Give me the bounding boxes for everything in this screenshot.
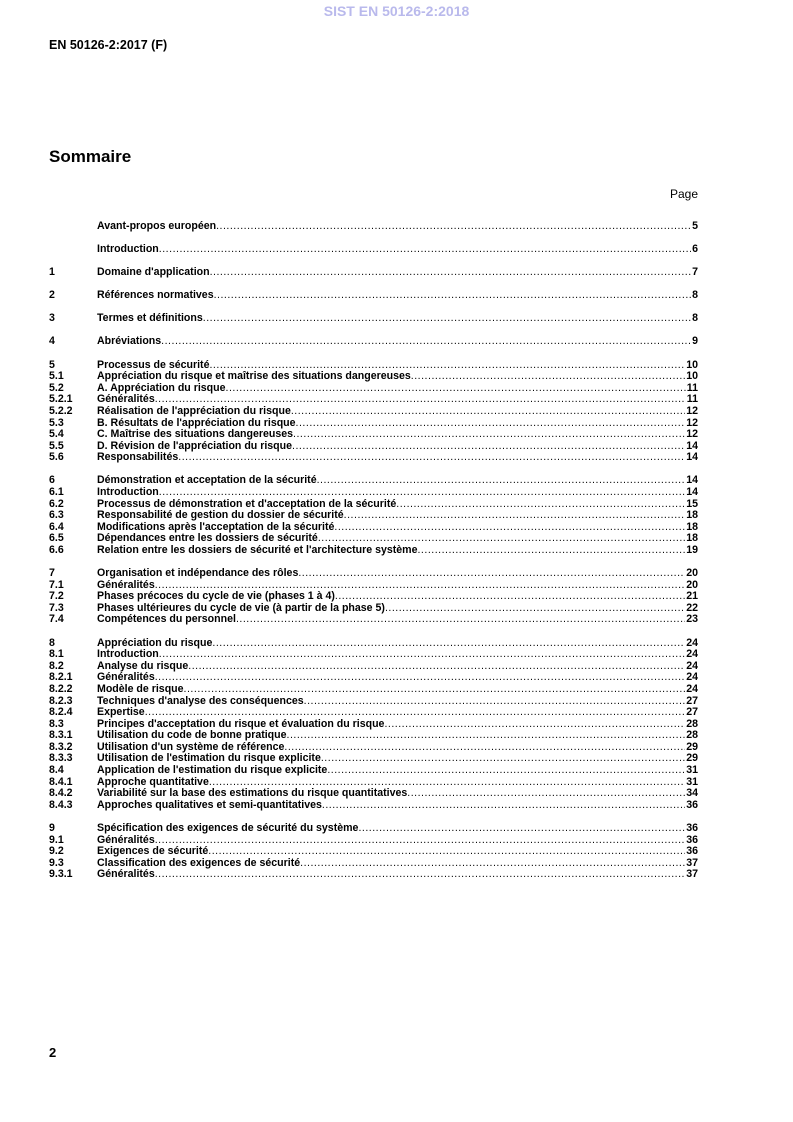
toc-entry[interactable]: [49, 487, 698, 499]
toc-entry-page: 8: [692, 289, 698, 302]
toc-entry-number: 7.3: [49, 601, 64, 614]
toc-entry-label: Spécification des exigences de sécurité du système: [97, 821, 359, 834]
toc-entry-label: Approches qualitatives et semi-quantitatives: [97, 798, 322, 811]
toc-entry-number: 8.2.1: [49, 671, 73, 684]
toc-entry-label: Généralités: [97, 833, 155, 846]
toc-entry-page: 27: [686, 694, 698, 707]
dot-leader: [300, 858, 685, 870]
toc-entry-page: 5: [692, 220, 698, 232]
toc-entry-number: 7.1: [49, 578, 64, 591]
toc-entry[interactable]: [49, 800, 698, 812]
toc-group: [49, 221, 698, 233]
toc-entry-number: 8.3.1: [49, 729, 73, 742]
toc-entry-number: 8.2.3: [49, 694, 73, 707]
dot-leader: [292, 441, 685, 453]
toc-entry-number: 8: [49, 636, 55, 649]
toc-entry-label: Variabilité sur la base des estimations du risque quantitatives: [97, 787, 408, 800]
toc-entry-number: 1: [49, 266, 55, 279]
dot-leader: [188, 661, 685, 673]
toc-entry-label: Introduction: [97, 243, 159, 256]
toc-entry-page: 36: [686, 821, 698, 834]
toc-entry-page: 27: [686, 706, 698, 719]
toc-group: [49, 638, 698, 812]
toc-entry-number: 7.4: [49, 613, 64, 626]
toc-entry-page: 28: [686, 729, 698, 742]
toc-entry-number: 6.3: [49, 509, 64, 522]
toc-group: [49, 244, 698, 256]
toc-entry[interactable]: [49, 545, 698, 557]
toc-entry-label: Responsabilité de gestion du dossier de sécurité: [97, 509, 344, 522]
toc-entry-page: 18: [686, 520, 698, 533]
toc-entry-page: 28: [686, 717, 698, 730]
toc-entry-label: Approche quantitative: [97, 775, 209, 788]
toc-entry-label: B. Résultats de l'appréciation du risque: [97, 416, 296, 429]
toc-entry[interactable]: [49, 336, 698, 348]
toc-entry-number: 5.5: [49, 439, 64, 452]
toc-entry-number: 8.4.1: [49, 775, 73, 788]
page-column-header: Page: [669, 187, 698, 201]
toc-entry[interactable]: [49, 244, 698, 256]
toc-entry-page: 29: [686, 752, 698, 765]
toc-entry-page: 12: [686, 404, 698, 417]
toc-entry[interactable]: [49, 406, 698, 418]
toc-entry-page: 10: [686, 370, 698, 383]
toc-entry-page: 29: [686, 740, 698, 753]
toc-entry-page: 14: [686, 439, 698, 452]
toc-entry-number: 6.1: [49, 486, 64, 498]
toc-entry[interactable]: [49, 696, 698, 708]
toc-entry-page: 31: [686, 775, 698, 788]
dot-leader: [296, 418, 686, 430]
toc-entry-number: 5.2: [49, 381, 64, 394]
toc-entry-label: Démonstration et acceptation de la sécurité: [97, 474, 317, 487]
dot-leader: [155, 672, 685, 684]
toc-entry-page: 24: [686, 671, 698, 684]
dot-leader: [287, 730, 686, 742]
dot-leader: [291, 406, 685, 418]
dot-leader: [417, 545, 685, 557]
toc-entry-label: Principes d'acceptation du risque et évaluation du risque: [97, 717, 385, 730]
dot-leader: [226, 383, 686, 395]
toc-entry-label: Responsabilités: [97, 451, 179, 464]
dot-leader: [236, 614, 685, 626]
toc-entry-page: 12: [686, 416, 698, 429]
toc-entry-number: 2: [49, 289, 55, 302]
toc-entry-page: 24: [686, 659, 698, 672]
toc-entry-page: 6: [692, 243, 698, 256]
toc-entry-number: 7.2: [49, 590, 64, 603]
toc-entry-page: 18: [686, 532, 698, 545]
toc-entry-label: Relation entre les dossiers de sécurité et l'architecture système: [97, 543, 418, 556]
toc-entry[interactable]: [49, 614, 698, 626]
toc-entry[interactable]: [49, 869, 698, 881]
toc-entry-label: Introduction: [97, 648, 159, 661]
table-of-contents: [49, 221, 698, 881]
toc-entry-page: 20: [686, 567, 698, 580]
dot-leader: [155, 835, 685, 847]
dot-leader: [159, 244, 691, 256]
toc-entry-page: 23: [686, 613, 698, 626]
toc-entry-number: 6.6: [49, 543, 64, 556]
toc-entry-label: Exigences de sécurité: [97, 845, 209, 858]
toc-entry-label: Utilisation du code de bonne pratique: [97, 729, 287, 742]
toc-entry[interactable]: [49, 221, 698, 233]
dot-leader: [184, 684, 686, 696]
toc-entry-number: 9.1: [49, 833, 64, 846]
dot-leader: [284, 742, 685, 754]
toc-entry-number: 6.2: [49, 497, 64, 510]
dot-leader: [214, 290, 692, 302]
dot-leader: [358, 823, 685, 835]
toc-group: [49, 267, 698, 279]
dot-leader: [304, 696, 686, 708]
toc-entry-number: [49, 221, 97, 233]
toc-entry-page: 37: [686, 856, 698, 869]
toc-entry-number: 8.3.2: [49, 740, 73, 753]
toc-entry-number: 9.2: [49, 845, 64, 858]
toc-entry-label: Analyse du risque: [97, 659, 189, 672]
toc-entry-number: 9.3: [49, 856, 64, 869]
toc-entry-number: 5.3: [49, 416, 64, 429]
dot-leader: [396, 499, 685, 511]
toc-entry-label: Domaine d'application: [97, 266, 210, 279]
toc-entry-number: 8.1: [49, 648, 64, 661]
toc-entry-label: C. Maîtrise des situations dangereuses: [97, 428, 294, 441]
dot-leader: [203, 313, 691, 325]
toc-entry-page: 36: [686, 833, 698, 846]
dot-leader: [159, 487, 685, 499]
dot-leader: [212, 638, 685, 650]
dot-leader: [216, 221, 691, 233]
toc-entry-label: Application de l'estimation du risque explicite: [97, 764, 328, 777]
toc-entry[interactable]: [49, 684, 698, 696]
toc-entry-page: 11: [686, 393, 698, 406]
toc-entry-number: 5.4: [49, 428, 64, 441]
toc-entry-label: Modifications après l'acceptation de la sécurité: [97, 520, 335, 533]
document-id: EN 50126-2:2017 (F): [49, 38, 168, 52]
toc-entry[interactable]: [49, 290, 698, 302]
toc-entry-page: 9: [692, 335, 698, 348]
toc-entry[interactable]: [49, 313, 698, 325]
dot-leader: [298, 568, 685, 580]
toc-entry-label: Généralités: [97, 393, 155, 406]
toc-entry-label: Références normatives: [97, 289, 214, 302]
toc-entry-label: Généralités: [97, 671, 155, 684]
toc-entry-page: 12: [686, 428, 698, 441]
toc-entry[interactable]: [49, 371, 698, 383]
dot-leader: [322, 800, 685, 812]
toc-entry-number: 6: [49, 474, 55, 487]
toc-entry-number: 8.4.3: [49, 798, 73, 811]
toc-entry-number: 8.3.3: [49, 752, 73, 765]
toc-entry-number: 5.2.1: [49, 393, 73, 406]
toc-entry[interactable]: [49, 452, 698, 464]
toc-entry-number: 9.3.1: [49, 868, 73, 881]
toc-entry-number: 8.3: [49, 717, 64, 730]
toc-entry-label: Organisation et indépendance des rôles: [97, 567, 299, 580]
toc-entry-page: 37: [686, 868, 698, 881]
toc-entry-number: [49, 244, 97, 256]
toc-entry-label: Phases précoces du cycle de vie (phases 1 à 4): [97, 590, 335, 603]
toc-entry-label: D. Révision de l'appréciation du risque: [97, 439, 293, 452]
dot-leader: [344, 510, 686, 522]
dot-leader: [159, 649, 685, 661]
toc-entry-label: Appréciation du risque: [97, 636, 213, 649]
toc-entry-number: 8.2.4: [49, 706, 73, 719]
toc-group: [49, 475, 698, 556]
page-number: 2: [49, 1045, 57, 1060]
toc-entry-page: 15: [686, 497, 698, 510]
toc-entry-page: 11: [686, 381, 698, 394]
toc-entry-label: Modèle de risque: [97, 682, 184, 695]
toc-entry-label: Réalisation de l'appréciation du risque: [97, 404, 291, 417]
toc-entry-label: Généralités: [97, 868, 155, 881]
toc-entry-page: 14: [686, 486, 698, 498]
toc-entry-label: Expertise: [97, 706, 145, 719]
toc-entry-label: Phases ultérieures du cycle de vie (à partir de la phase 5): [97, 601, 385, 614]
dot-leader: [334, 522, 685, 534]
toc-entry-label: Termes et définitions: [97, 312, 203, 325]
toc-entry-page: 21: [686, 590, 698, 603]
toc-group: [49, 360, 698, 464]
toc-entry-page: 24: [686, 636, 698, 649]
toc-entry-number: 8.2: [49, 659, 64, 672]
toc-group: [49, 336, 698, 348]
toc-entry-label: Introduction: [97, 486, 159, 498]
toc-entry[interactable]: [49, 823, 698, 835]
toc-entry-page: 18: [686, 509, 698, 522]
toc-entry-number: 5.2.2: [49, 404, 73, 417]
dot-leader: [210, 267, 692, 279]
toc-entry[interactable]: [49, 429, 698, 441]
toc-entry[interactable]: [49, 267, 698, 279]
toc-group: [49, 823, 698, 881]
toc-entry-label: Avant-propos européen: [97, 220, 217, 232]
toc-entry-number: 7: [49, 567, 55, 580]
dot-leader: [384, 719, 685, 731]
dot-leader: [155, 869, 685, 881]
toc-entry-number: 5: [49, 358, 55, 371]
toc-entry[interactable]: [49, 707, 698, 719]
toc-entry[interactable]: [49, 568, 698, 580]
dot-leader: [327, 765, 685, 777]
toc-entry-number: 6.5: [49, 532, 64, 545]
watermark: SIST EN 50126-2:2018: [323, 3, 470, 19]
toc-entry-label: Techniques d'analyse des conséquences: [97, 694, 304, 707]
page-title: Sommaire: [49, 147, 132, 166]
toc-entry-label: Utilisation de l'estimation du risque explicite: [97, 752, 321, 765]
toc-entry-number: 4: [49, 335, 55, 348]
toc-group: [49, 568, 698, 626]
toc-entry-page: 36: [686, 845, 698, 858]
toc-entry-page: 22: [686, 601, 698, 614]
toc-entry-label: Processus de sécurité: [97, 358, 210, 371]
toc-entry-label: Appréciation du risque et maîtrise des situations dangereuses: [97, 370, 411, 383]
toc-entry-page: 14: [686, 474, 698, 487]
toc-entry-label: Classification des exigences de sécurité: [97, 856, 301, 869]
toc-group: [49, 290, 698, 302]
dot-leader: [317, 475, 686, 487]
toc-entry[interactable]: [49, 765, 698, 777]
toc-entry-number: 5.1: [49, 370, 64, 383]
toc-entry-label: Compétences du personnel: [97, 613, 236, 626]
dot-leader: [321, 753, 685, 765]
toc-entry-number: 8.4: [49, 764, 64, 777]
toc-entry[interactable]: [49, 649, 698, 661]
dot-leader: [208, 846, 685, 858]
toc-entry-number: 5.6: [49, 451, 64, 464]
toc-entry-label: A. Appréciation du risque: [97, 381, 226, 394]
toc-entry-page: 8: [692, 312, 698, 325]
toc-entry-label: Généralités: [97, 578, 155, 591]
toc-entry-page: 24: [686, 682, 698, 695]
toc-entry-page: 31: [686, 764, 698, 777]
toc-entry-page: 24: [686, 648, 698, 661]
toc-entry-page: 14: [686, 451, 698, 464]
dot-leader: [178, 452, 685, 464]
toc-entry-label: Dépendances entre les dossiers de sécurité: [97, 532, 318, 545]
toc-entry-page: 34: [686, 787, 698, 800]
toc-entry[interactable]: [49, 846, 698, 858]
dot-leader: [293, 429, 685, 441]
toc-entry-number: 8.4.2: [49, 787, 73, 800]
toc-entry-number: 9: [49, 821, 55, 834]
dot-leader: [335, 591, 685, 603]
toc-entry-page: 10: [686, 358, 698, 371]
dot-leader: [161, 336, 691, 348]
toc-entry-number: 8.2.2: [49, 682, 73, 695]
toc-entry-page: 7: [692, 266, 698, 279]
toc-entry-label: Utilisation d'un système de référence: [97, 740, 285, 753]
toc-entry-number: 3: [49, 312, 55, 325]
dot-leader: [385, 603, 685, 615]
dot-leader: [407, 788, 685, 800]
toc-entry-label: Abréviations: [97, 335, 162, 348]
toc-entry-page: 20: [686, 578, 698, 591]
toc-entry-number: 6.4: [49, 520, 64, 533]
toc-entry-page: 19: [686, 543, 698, 556]
toc-entry-page: 36: [686, 798, 698, 811]
toc-entry-label: Processus de démonstration et d'acceptation de la sécurité: [97, 497, 397, 510]
dot-leader: [145, 707, 686, 719]
dot-leader: [411, 371, 685, 383]
toc-group: [49, 313, 698, 325]
